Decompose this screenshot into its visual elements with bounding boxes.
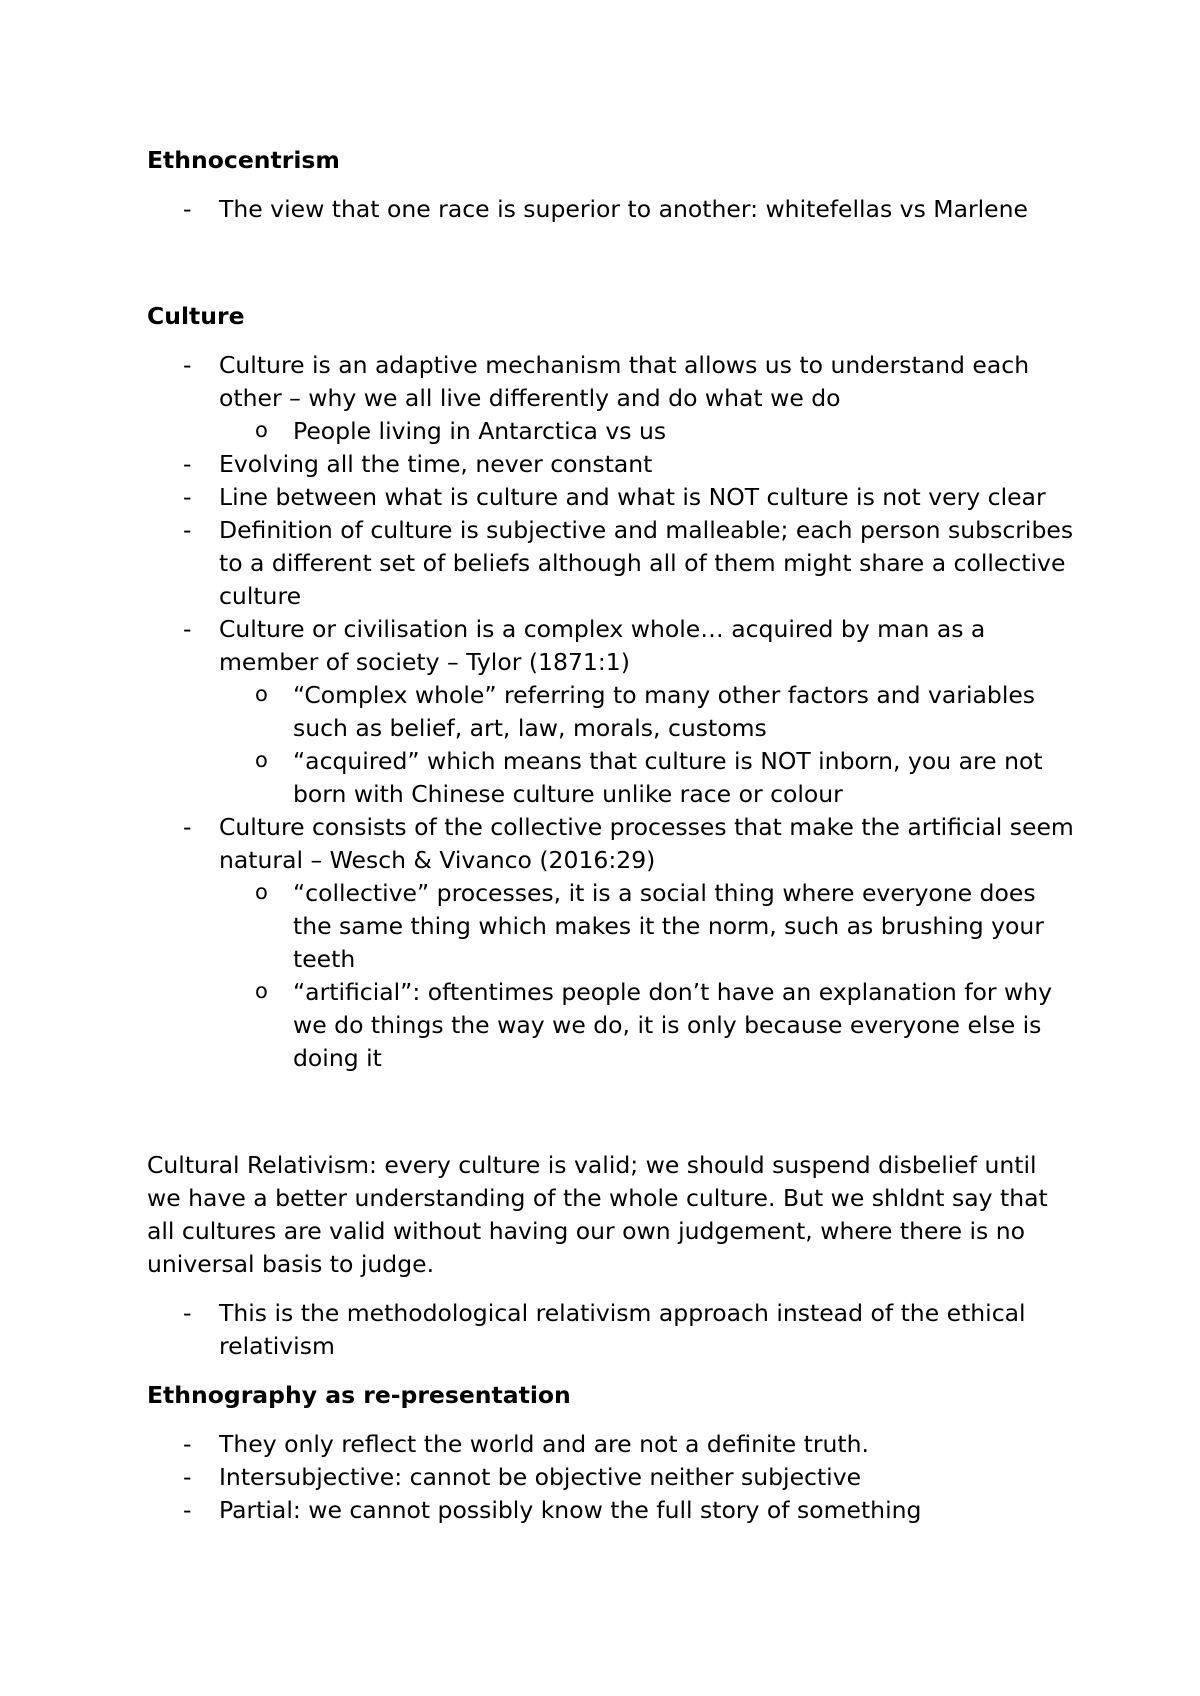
list-item-text: Culture consists of the collective processes that make the artificial seem natural – Wesch & Vivanco (2016:29)	[219, 813, 1074, 874]
circle-bullet: o	[255, 979, 268, 1003]
list-item-text: This is the methodological relativism approach instead of the ethical relativism	[219, 1299, 1026, 1360]
sub-list-item-text: “artificial”: oftentimes people don’t have an explanation for why we do things the way we do, it is only because everyone else is doing it	[293, 978, 1053, 1072]
heading-culture: Culture	[147, 302, 245, 330]
list-item-text: Culture is an adaptive mechanism that allows us to understand each other – why we all live differently and do what we do	[219, 351, 1030, 412]
document-content	[147, 144, 1077, 1527]
dash-bullet: -	[183, 195, 192, 223]
dash-bullet: -	[183, 1299, 192, 1327]
list-item-text: They only reflect the world and are not a definite truth.	[219, 1430, 870, 1458]
sub-list-item	[219, 976, 1077, 1075]
circle-bullet: o	[255, 418, 268, 442]
dash-bullet: -	[183, 516, 192, 544]
sub-list	[219, 679, 1077, 811]
list-item-text: Definition of culture is subjective and malleable; each person subscribes to a different set of beliefs although all of them might share a collective culture	[219, 516, 1074, 610]
circle-bullet: o	[255, 682, 268, 706]
list-item	[147, 613, 1077, 811]
list-item-text: Intersubjective: cannot be objective neither subjective	[219, 1463, 862, 1491]
circle-bullet: o	[255, 880, 268, 904]
sub-list-item-text: People living in Antarctica vs us	[293, 417, 667, 445]
ethnography-list	[147, 1428, 1077, 1527]
list-item-text: Evolving all the time, never constant	[219, 450, 653, 478]
circle-bullet: o	[255, 748, 268, 772]
culture-list	[147, 349, 1077, 1075]
sub-list	[219, 877, 1077, 1075]
list-item-text: Line between what is culture and what is NOT culture is not very clear	[219, 483, 1046, 511]
sub-list-item-text: “Complex whole” referring to many other factors and variables such as belief, art, law, morals, customs	[293, 681, 1036, 742]
dash-bullet: -	[183, 1496, 192, 1524]
ethnocentrism-list	[147, 193, 1077, 226]
dash-bullet: -	[183, 483, 192, 511]
dash-bullet: -	[183, 813, 192, 841]
list-item-text: The view that one race is superior to another: whitefellas vs Marlene	[219, 195, 1028, 223]
relativism-paragraph: Cultural Relativism: every culture is valid; we should suspend disbelief until we have a better understanding of the whole culture. But we shldnt say that all cultures are valid without having our own judgement, where there is no universal basis to judge.	[147, 1151, 1048, 1278]
list-item	[147, 1461, 1077, 1494]
sub-list-item	[219, 745, 1077, 811]
dash-bullet: -	[183, 450, 192, 478]
list-item	[147, 481, 1077, 514]
sub-list-item	[219, 877, 1077, 976]
sub-list-item	[219, 679, 1077, 745]
list-item	[147, 1297, 1077, 1363]
list-item-text: Partial: we cannot possibly know the full story of something	[219, 1496, 922, 1524]
sub-list-item-text: “collective” processes, it is a social thing where everyone does the same thing which makes it the norm, such as brushing your teeth	[293, 879, 1044, 973]
dash-bullet: -	[183, 1463, 192, 1491]
list-item	[147, 349, 1077, 448]
dash-bullet: -	[183, 1430, 192, 1458]
relativism-list	[147, 1297, 1077, 1363]
list-item	[147, 811, 1077, 1075]
list-item	[147, 1494, 1077, 1527]
list-item	[147, 193, 1077, 226]
list-item	[147, 448, 1077, 481]
dash-bullet: -	[183, 351, 192, 379]
sub-list	[219, 415, 1077, 448]
list-item	[147, 514, 1077, 613]
heading-ethnocentrism: Ethnocentrism	[147, 146, 340, 174]
list-item	[147, 1428, 1077, 1461]
heading-ethnography: Ethnography as re-presentation	[147, 1381, 571, 1409]
sub-list-item-text: “acquired” which means that culture is NOT inborn, you are not born with Chinese culture unlike race or colour	[293, 747, 1043, 808]
dash-bullet: -	[183, 615, 192, 643]
list-item-text: Culture or civilisation is a complex whole… acquired by man as a member of society – Tylor (1871:1)	[219, 615, 986, 676]
sub-list-item	[219, 415, 1077, 448]
